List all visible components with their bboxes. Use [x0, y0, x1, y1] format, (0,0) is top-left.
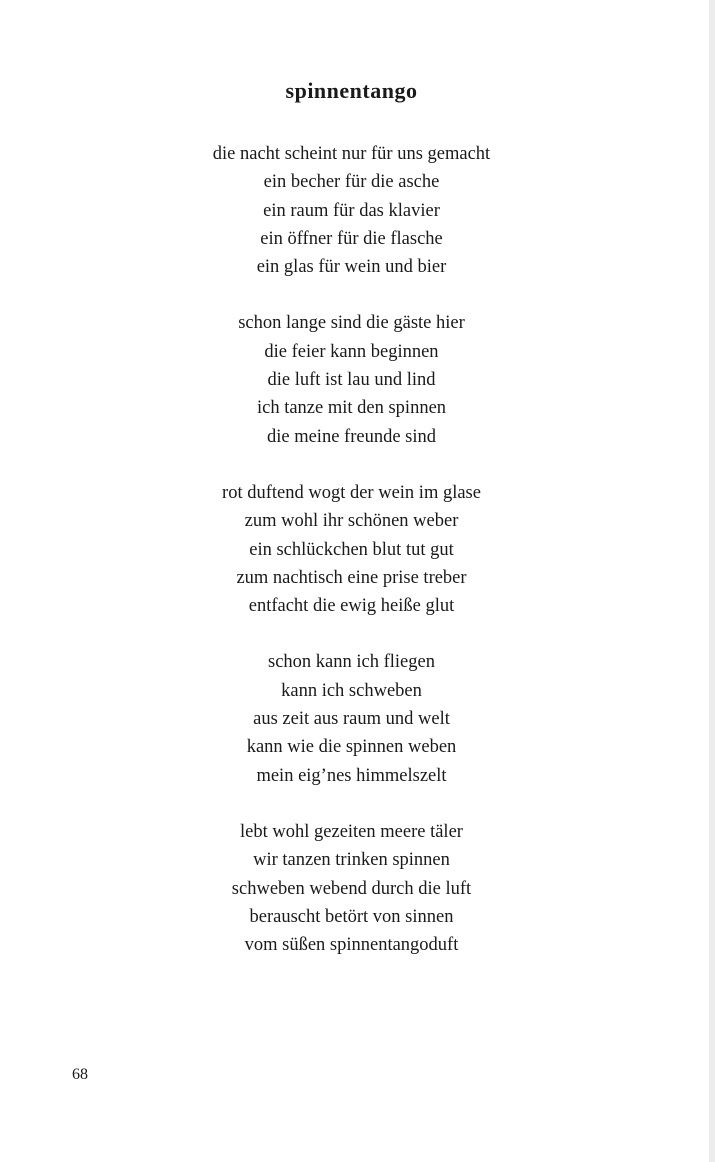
poem-line: ein öffner für die flasche — [260, 228, 443, 249]
poem-line: mein eig’nes himmelszelt — [256, 765, 447, 786]
page-edge — [709, 0, 715, 1162]
poem-line: kann ich schweben — [281, 680, 422, 701]
poem-line: aus zeit aus raum und welt — [253, 709, 450, 730]
poem-line: vom süßen spinnentangoduft — [244, 935, 459, 956]
page-number: 68 — [72, 1066, 88, 1083]
stanza-1 — [0, 140, 703, 281]
poem-line: schweben webend durch die luft — [231, 878, 472, 899]
poem-line: schon kann ich fliegen — [268, 652, 435, 673]
poem-line: zum nachtisch eine prise treber — [236, 567, 467, 588]
poem-line: die feier kann beginnen — [264, 341, 439, 362]
stanza-4 — [0, 648, 703, 789]
stanza-5 — [0, 818, 703, 959]
poem-body — [0, 140, 703, 987]
poem-line: zum wohl ihr schönen weber — [244, 511, 459, 532]
poem-title: spinnentango — [285, 78, 418, 103]
stanza-3 — [0, 479, 703, 620]
poem-line: rot duftend wogt der wein im glase — [222, 482, 481, 503]
poem-line: ein raum für das klavier — [263, 200, 440, 221]
poem-line: ich tanze mit den spinnen — [256, 398, 447, 419]
poem-line: berauscht betört von sinnen — [249, 906, 454, 927]
poem-line: entfacht die ewig heiße glut — [248, 596, 455, 617]
poem-line: wir tanzen trinken spinnen — [253, 850, 450, 871]
poem-line: ein schlückchen blut tut gut — [249, 539, 454, 560]
poem-line: kann wie die spinnen weben — [246, 737, 457, 758]
stanza-2 — [0, 309, 703, 450]
poem-line: lebt wohl gezeiten meere täler — [240, 821, 463, 842]
poem-line: ein glas für wein und bier — [256, 257, 447, 278]
poem-line: schon lange sind die gäste hier — [238, 313, 465, 334]
poem-line: die meine freunde sind — [266, 426, 436, 447]
poem-line: die luft ist lau und lind — [267, 370, 436, 391]
poem-line: ein becher für die asche — [263, 172, 440, 193]
poem-line: die nacht scheint nur für uns gemacht — [212, 144, 491, 164]
